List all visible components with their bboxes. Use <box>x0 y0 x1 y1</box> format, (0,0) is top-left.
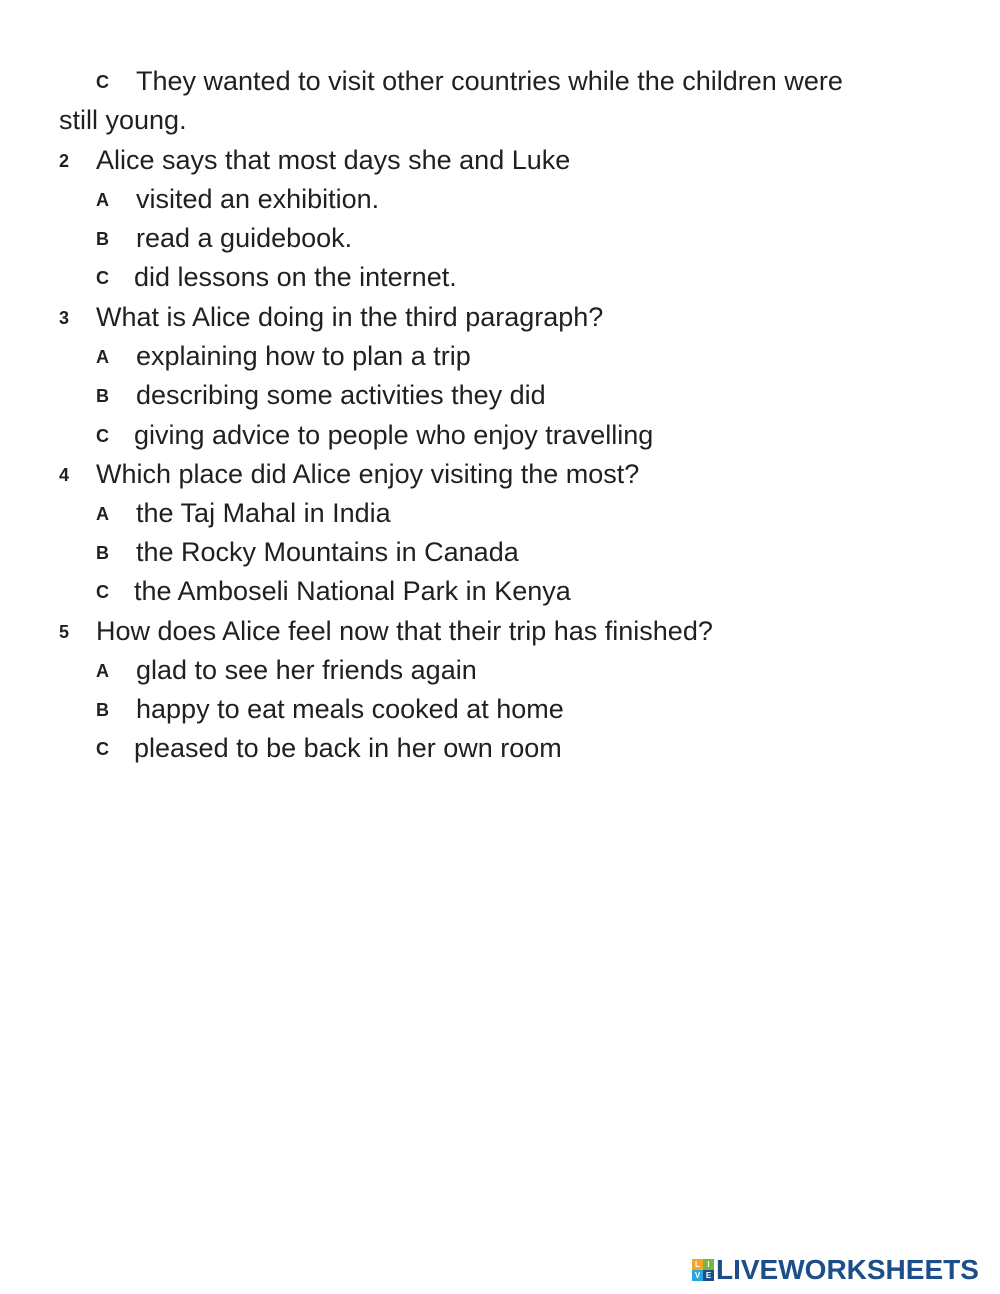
option-text[interactable]: glad to see her friends again <box>136 655 477 685</box>
option-text[interactable]: explaining how to plan a trip <box>136 341 471 371</box>
option-letter: C <box>96 739 109 759</box>
logo-mark-icon <box>692 1259 714 1281</box>
question-stem: Which place did Alice enjoy visiting the most? <box>96 459 640 489</box>
question-number: 2 <box>59 151 70 171</box>
option-letter: A <box>96 190 109 210</box>
option-letter: B <box>96 386 109 406</box>
option-text[interactable]: giving advice to people who enjoy travelling <box>134 420 654 450</box>
option-text-continued: still young. <box>59 105 187 135</box>
question-stem: What is Alice doing in the third paragraph? <box>96 302 604 332</box>
logo-mark-cell: E <box>703 1270 714 1281</box>
option-letter: B <box>96 229 109 249</box>
question-stem: Alice says that most days she and Luke <box>96 145 571 175</box>
option-letter: A <box>96 661 109 681</box>
option-text[interactable]: happy to eat meals cooked at home <box>136 694 564 724</box>
question-number: 3 <box>59 308 70 328</box>
option-text[interactable]: visited an exhibition. <box>136 184 380 214</box>
option-text[interactable]: read a guidebook. <box>136 223 353 253</box>
option-letter: C <box>96 582 109 602</box>
logo-mark-cell: I <box>703 1259 714 1270</box>
logo-mark-cell: V <box>692 1270 703 1281</box>
question-number: 4 <box>59 465 70 485</box>
option-letter: C <box>96 426 109 446</box>
question-stem: How does Alice feel now that their trip has finished? <box>96 616 713 646</box>
option-letter: B <box>96 543 109 563</box>
option-text[interactable]: pleased to be back in her own room <box>134 733 562 763</box>
logo-mark-cell: L <box>692 1259 703 1270</box>
option-text[interactable]: the Amboseli National Park in Kenya <box>134 576 571 606</box>
liveworksheets-logo[interactable] <box>692 1254 979 1286</box>
option-letter: B <box>96 700 109 720</box>
option-letter: C <box>96 72 109 92</box>
logo-text: LIVEWORKSHEETS <box>716 1254 979 1285</box>
option-text[interactable]: did lessons on the internet. <box>134 262 457 292</box>
option-letter: A <box>96 347 109 367</box>
option-text[interactable]: the Taj Mahal in India <box>136 498 391 528</box>
question-number: 5 <box>59 622 70 642</box>
option-text: They wanted to visit other countries while the children were <box>136 66 843 96</box>
option-text[interactable]: the Rocky Mountains in Canada <box>136 537 519 567</box>
option-letter: C <box>96 268 109 288</box>
option-letter: A <box>96 504 109 524</box>
option-text[interactable]: describing some activities they did <box>136 380 546 410</box>
